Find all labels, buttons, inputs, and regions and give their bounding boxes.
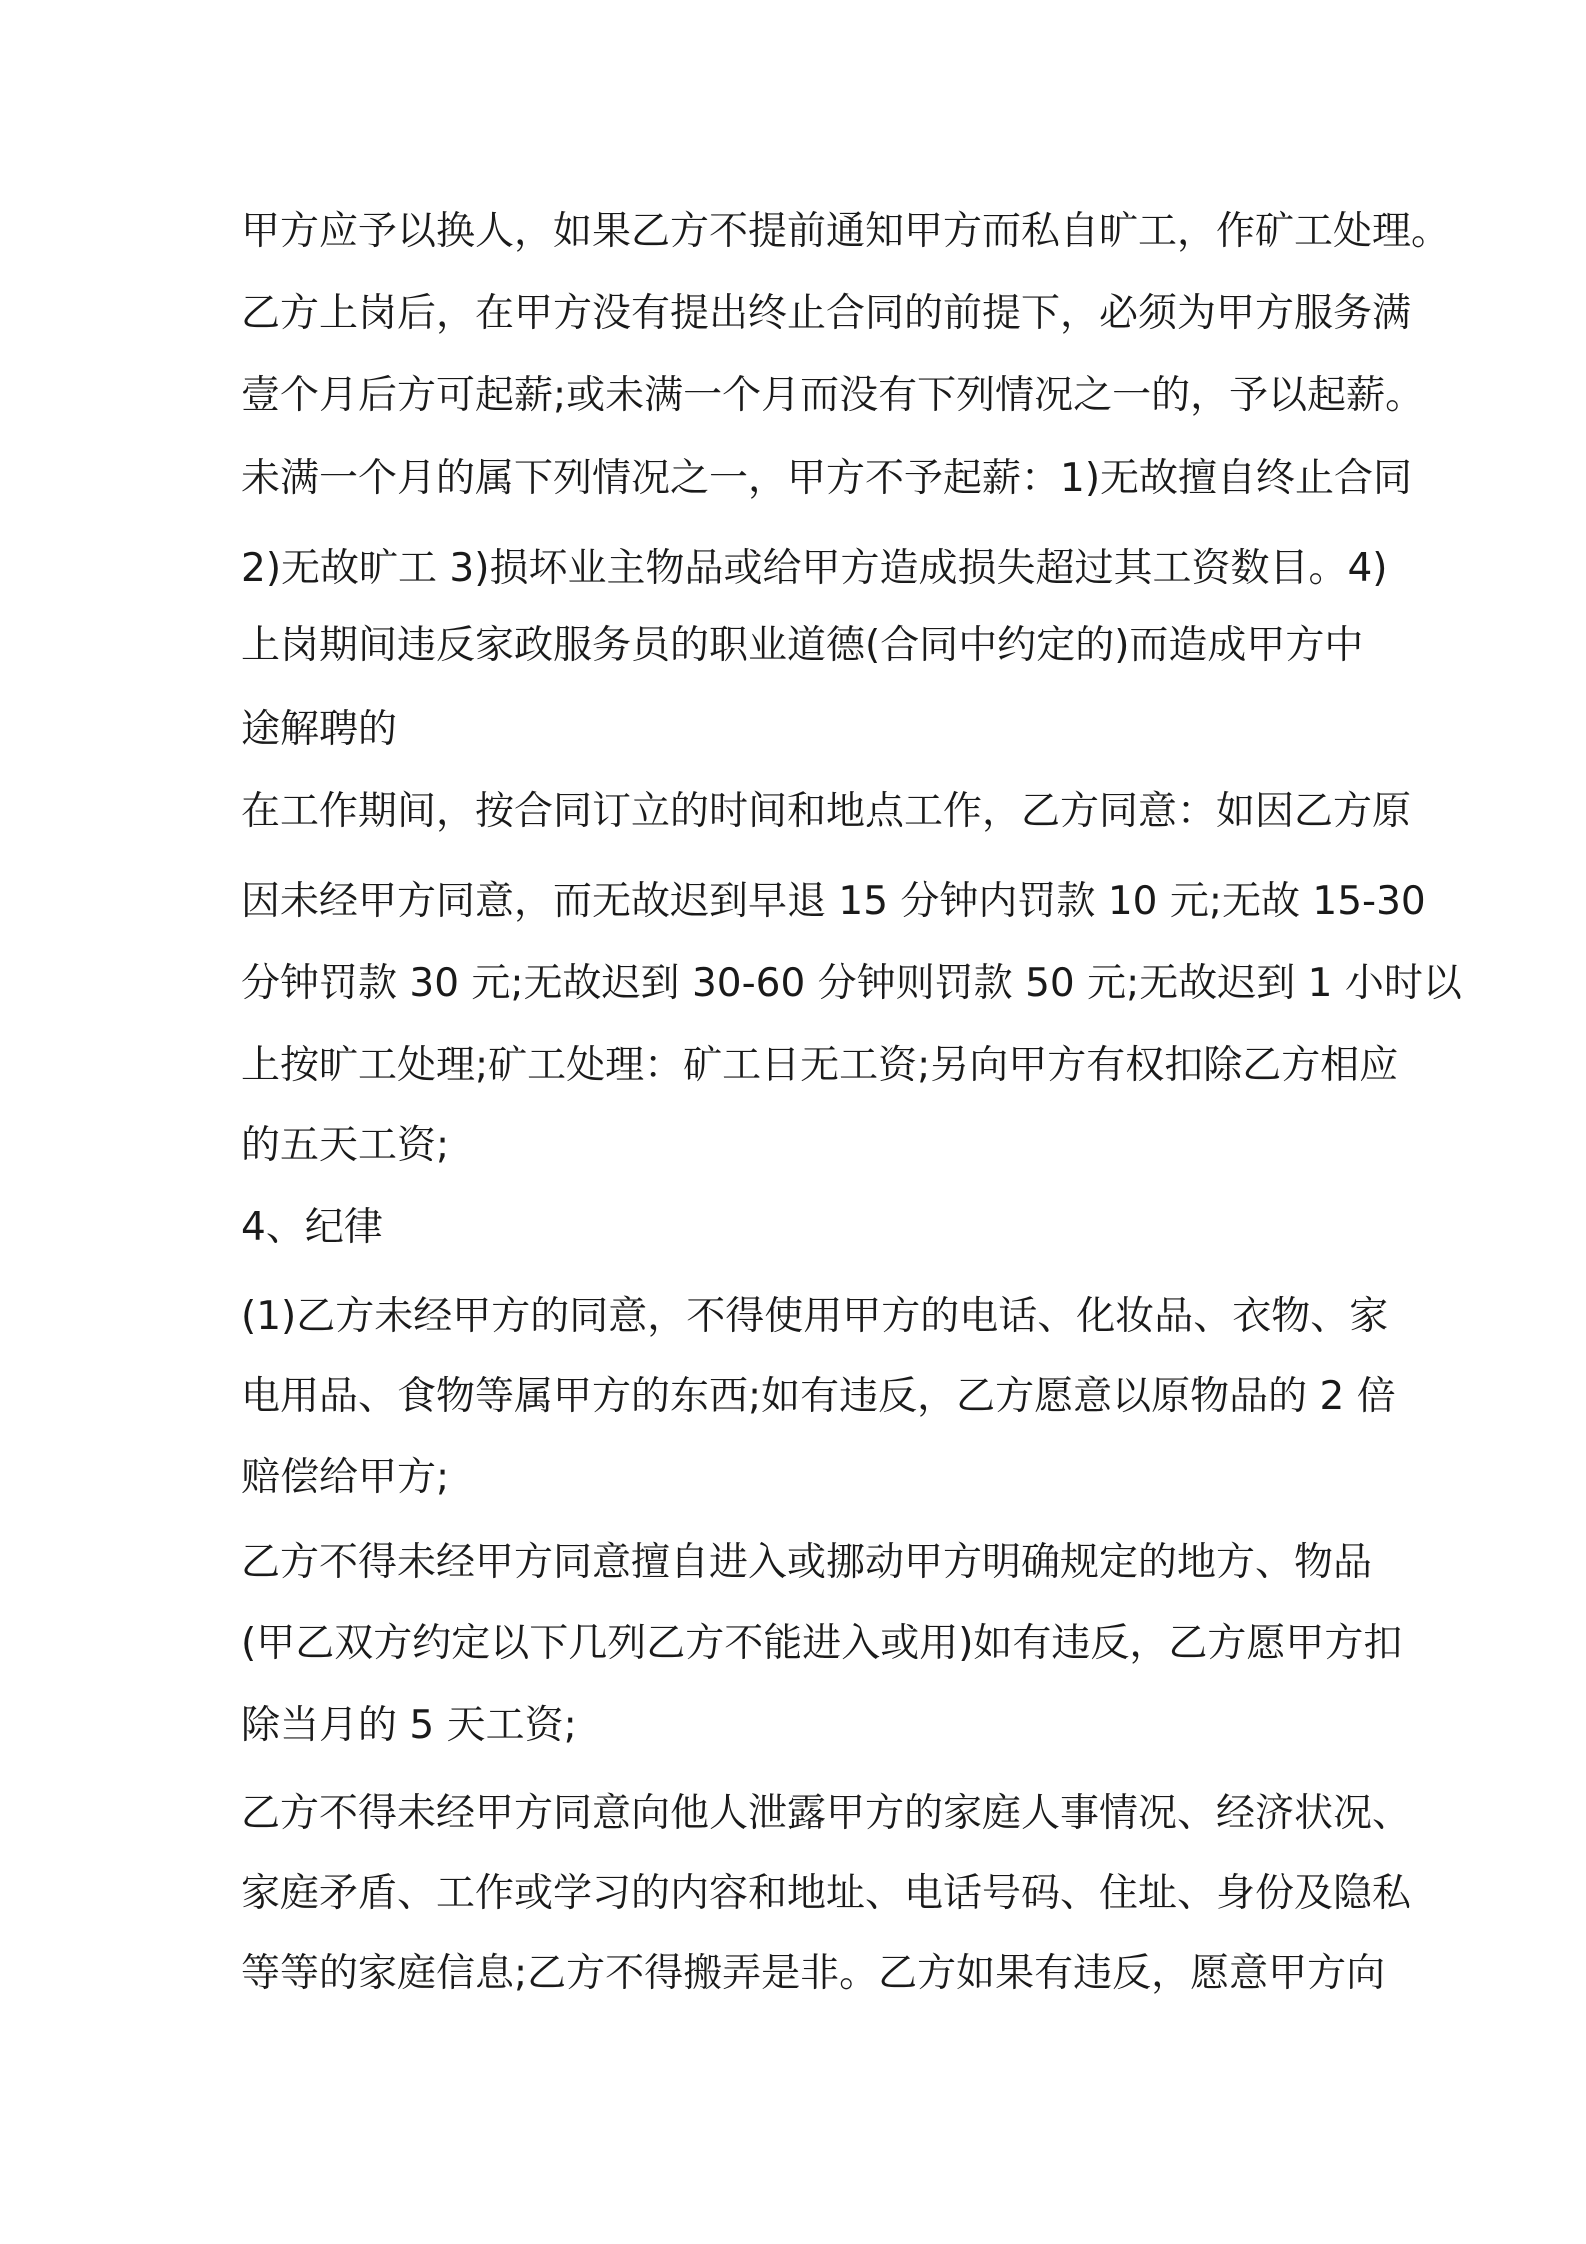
text-line: 未满一个月的属下列情况之一，甲方不予起薪：1)无故擅自终止合同	[241, 456, 1413, 501]
text-line: 乙方不得未经甲方同意擅自进入或挪动甲方明确规定的地方、物品	[241, 1540, 1373, 1585]
text-line: 2)无故旷工 3)损坏业主物品或给甲方造成损失超过其工资数目。4)	[241, 546, 1388, 591]
text-line: (甲乙双方约定以下几列乙方不能进入或用)如有违反，乙方愿甲方扣	[241, 1621, 1403, 1666]
text-line: 乙方不得未经甲方同意向他人泄露甲方的家庭人事情况、经济状况、	[241, 1791, 1412, 1836]
text-line: 除当月的 5 天工资;	[241, 1703, 577, 1748]
text-line: (1)乙方未经甲方的同意，不得使用甲方的电话、化妆品、衣物、家	[241, 1294, 1389, 1339]
text-line: 甲方应予以换人，如果乙方不提前通知甲方而私自旷工，作矿工处理。	[241, 209, 1451, 254]
text-line: 在工作期间，按合同订立的时间和地点工作，乙方同意：如因乙方原	[241, 789, 1412, 834]
text-line: 赔偿给甲方;	[241, 1455, 450, 1500]
text-line: 上岗期间违反家政服务员的职业道德(合同中约定的)而造成甲方中	[241, 623, 1364, 668]
text-line: 途解聘的	[241, 707, 398, 752]
text-line: 等等的家庭信息;乙方不得搬弄是非。乙方如果有违反，愿意甲方向	[241, 1951, 1386, 1996]
text-line: 的五天工资;	[241, 1123, 450, 1168]
text-line: 家庭矛盾、工作或学习的内容和地址、电话号码、住址、身份及隐私	[241, 1871, 1412, 1916]
text-line: 壹个月后方可起薪;或未满一个月而没有下列情况之一的，予以起薪。	[241, 373, 1425, 418]
text-line: 分钟罚款 30 元;无故迟到 30-60 分钟则罚款 50 元;无故迟到 1 小时以	[241, 961, 1462, 1006]
text-line: 电用品、食物等属甲方的东西;如有违反，乙方愿意以原物品的 2 倍	[241, 1374, 1396, 1419]
text-line: 乙方上岗后，在甲方没有提出终止合同的前提下，必须为甲方服务满	[241, 291, 1412, 336]
text-line: 因未经甲方同意，而无故迟到早退 15 分钟内罚款 10 元;无故 15-30	[241, 879, 1426, 924]
text-line: 上按旷工处理;矿工处理：矿工日无工资;另向甲方有权扣除乙方相应	[241, 1043, 1399, 1088]
section-heading: 4、纪律	[241, 1205, 383, 1250]
